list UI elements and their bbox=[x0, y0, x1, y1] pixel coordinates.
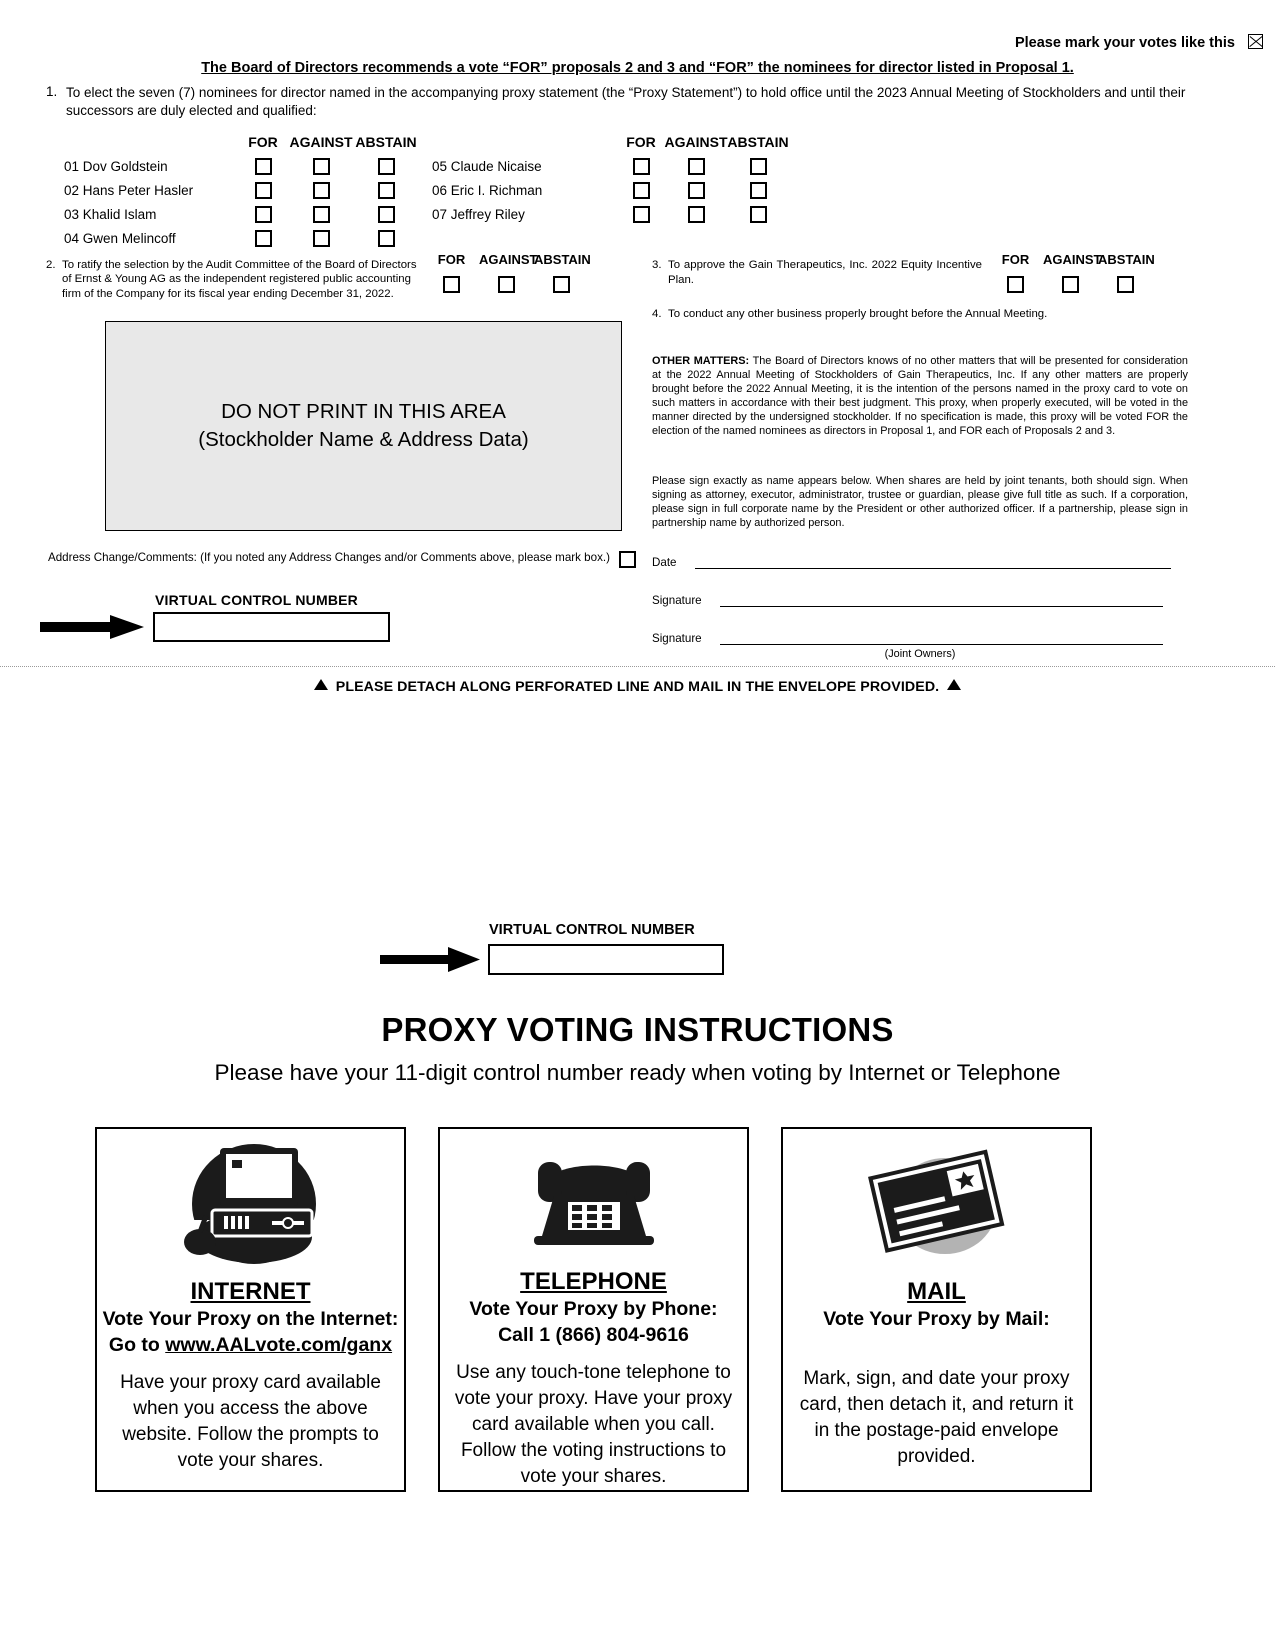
nominee-03-against[interactable] bbox=[287, 202, 355, 226]
col-header-against: AGAINST bbox=[1043, 252, 1102, 267]
proposal-3-for[interactable] bbox=[988, 276, 1043, 293]
checkbox[interactable] bbox=[1117, 276, 1134, 293]
signature-label: Signature bbox=[652, 594, 702, 607]
address-change-checkbox[interactable] bbox=[619, 551, 636, 573]
nominee-02-abstain[interactable] bbox=[355, 178, 417, 202]
virtual-control-number-field[interactable] bbox=[153, 612, 390, 642]
telephone-icon bbox=[524, 1129, 664, 1269]
proposal-1-number: 1. bbox=[46, 84, 58, 99]
nominee-07-abstain[interactable] bbox=[727, 202, 789, 226]
method-body-internet: Have your proxy card available when you access the above website. Follow the prompts to vote your shares. bbox=[120, 1372, 381, 1472]
col-header-against: AGAINST bbox=[479, 252, 538, 267]
nominee-05-abstain[interactable] bbox=[727, 154, 789, 178]
proposal-3-text: To approve the Gain Therapeutics, Inc. 2022 Equity Incentive Plan. bbox=[668, 259, 982, 286]
checkbox[interactable] bbox=[633, 158, 650, 175]
do-not-print-line-2: (Stockholder Name & Address Data) bbox=[198, 428, 529, 451]
checkbox[interactable] bbox=[750, 182, 767, 199]
proposal-1 bbox=[46, 84, 1211, 119]
nominee-06-for[interactable] bbox=[617, 178, 665, 202]
date-input-line[interactable] bbox=[695, 568, 1171, 569]
nominee-label: 05 Claude Nicaise bbox=[432, 158, 542, 174]
date-label: Date bbox=[652, 556, 677, 569]
checkbox[interactable] bbox=[619, 551, 636, 568]
nominee-label: 07 Jeffrey Riley bbox=[432, 206, 525, 222]
voting-method-mail bbox=[781, 1127, 1092, 1492]
checkbox[interactable] bbox=[378, 230, 395, 247]
nominee-01-abstain[interactable] bbox=[355, 154, 417, 178]
checkbox[interactable] bbox=[255, 158, 272, 175]
checkbox[interactable] bbox=[313, 206, 330, 223]
proposal-3-number: 3. bbox=[652, 259, 662, 271]
internet-vote-url[interactable]: www.AALvote.com/ganx bbox=[165, 1334, 393, 1357]
other-matters-text: The Board of Directors knows of no other matters that will be presented for consideration at the 2022 Annual Meeting of Stockholders of Gain Therapeutics, Inc. If any other matters are properly brought before the 2022 Annual Meeting, it is the intention of the persons named in the proxy card to vote on such matters in accordance with their best judgment. This proxy, when properly executed, will be voted in the manner directed by the undersigned stockholder. If no specification is made, this proxy will be voted FOR the election of the named nominees as directors in Proposal 1, and FOR each of Proposals 2 and 3. bbox=[652, 355, 1188, 438]
signature-label: Signature bbox=[652, 632, 702, 645]
col-header-abstain: ABSTAIN bbox=[1098, 252, 1155, 267]
nominee-07-against[interactable] bbox=[665, 202, 727, 226]
voting-method-boxes bbox=[95, 1127, 1120, 1492]
nominee-05-against[interactable] bbox=[665, 154, 727, 178]
col-header-against: AGAINST bbox=[289, 134, 353, 150]
checkbox[interactable] bbox=[1062, 276, 1079, 293]
nominee-group-left bbox=[64, 130, 417, 250]
do-not-print-line-1: DO NOT PRINT IN THIS AREA bbox=[221, 400, 506, 423]
mark-votes-instruction bbox=[1015, 34, 1263, 51]
nominee-label: 01 Dov Goldstein bbox=[64, 158, 168, 174]
checkbox[interactable] bbox=[378, 182, 395, 199]
nominee-02-for[interactable] bbox=[239, 178, 287, 202]
virtual-control-number-label: VIRTUAL CONTROL NUMBER bbox=[155, 592, 358, 608]
nominee-03-for[interactable] bbox=[239, 202, 287, 226]
checkbox[interactable] bbox=[255, 230, 272, 247]
proposal-2 bbox=[46, 258, 421, 301]
nominee-04-for[interactable] bbox=[239, 226, 287, 250]
checkbox[interactable] bbox=[378, 158, 395, 175]
proposal-1-text: To elect the seven (7) nominees for director named in the accompanying proxy statement (the “Proxy Statement”) to hold office until the 2023 Annual Meeting of Stockholders and until their successors are duly elected and qualified: bbox=[66, 85, 1186, 118]
col-header-for: FOR bbox=[248, 134, 278, 150]
nominee-03-abstain[interactable] bbox=[355, 202, 417, 226]
proposal-2-number: 2. bbox=[46, 259, 56, 271]
nominee-04-abstain[interactable] bbox=[355, 226, 417, 250]
arrow-right-icon bbox=[40, 612, 144, 647]
checkbox[interactable] bbox=[313, 230, 330, 247]
mark-votes-label: Please mark your votes like this bbox=[1014, 35, 1235, 51]
arrow-right-icon bbox=[380, 944, 480, 980]
col-header-for: FOR bbox=[437, 252, 466, 267]
col-header-for: FOR bbox=[1001, 252, 1030, 267]
checkbox[interactable] bbox=[750, 206, 767, 223]
voting-method-internet bbox=[95, 1127, 406, 1492]
checkbox[interactable] bbox=[688, 182, 705, 199]
method-body-telephone: Use any touch-tone telephone to vote your proxy. Have your proxy card available when you call. Follow the voting instructions to vote your shares. bbox=[454, 1362, 733, 1487]
checkbox[interactable] bbox=[443, 276, 460, 293]
method-heading-mail: MAIL bbox=[907, 1278, 966, 1305]
proposal-3 bbox=[652, 258, 982, 288]
nominee-04-against[interactable] bbox=[287, 226, 355, 250]
checkbox[interactable] bbox=[255, 182, 272, 199]
proposal-2-for[interactable] bbox=[424, 276, 479, 293]
checkbox[interactable] bbox=[1007, 276, 1024, 293]
proposal-4-number: 4. bbox=[652, 308, 662, 320]
x-checkbox-icon bbox=[1248, 34, 1263, 49]
page-title: PROXY VOTING INSTRUCTIONS bbox=[381, 1011, 894, 1048]
address-change-label: Address Change/Comments: (If you noted any Address Changes and/or Comments above, please mark box.) bbox=[48, 551, 610, 564]
perforated-line bbox=[0, 666, 1275, 667]
page-subtitle: Please have your 11-digit control number ready when voting by Internet or Telephone bbox=[214, 1060, 1061, 1085]
virtual-control-number-field-bottom[interactable] bbox=[488, 944, 724, 975]
checkbox[interactable] bbox=[255, 206, 272, 223]
method-heading-internet: INTERNET bbox=[190, 1278, 311, 1305]
signature-input-line[interactable] bbox=[720, 644, 1163, 645]
proposal-3-votes bbox=[988, 252, 1153, 293]
voting-method-telephone bbox=[438, 1127, 749, 1492]
nominee-label: 06 Eric I. Richman bbox=[432, 182, 543, 198]
proposal-4-text: To conduct any other business properly brought before the Annual Meeting. bbox=[668, 308, 1048, 320]
computer-icon bbox=[176, 1129, 326, 1279]
nominee-06-abstain[interactable] bbox=[727, 178, 789, 202]
method-subtitle-internet: Vote Your Proxy on the Internet: Go to www.AALvote.com/ganx bbox=[102, 1308, 399, 1357]
other-matters-paragraph bbox=[652, 354, 1188, 439]
proposal-3-abstain[interactable] bbox=[1098, 276, 1153, 293]
method-body-mail: Mark, sign, and date your proxy card, then detach it, and return it in the postage-paid envelope provided. bbox=[799, 1368, 1074, 1468]
virtual-control-number-label-bottom: VIRTUAL CONTROL NUMBER bbox=[489, 922, 695, 938]
checkbox[interactable] bbox=[378, 206, 395, 223]
proposal-2-abstain[interactable] bbox=[534, 276, 589, 293]
nominee-05-for[interactable] bbox=[617, 154, 665, 178]
nominee-01-against[interactable] bbox=[287, 154, 355, 178]
proposal-2-votes bbox=[424, 252, 589, 293]
detach-text: PLEASE DETACH ALONG PERFORATED LINE AND MAIL IN THE ENVELOPE PROVIDED. bbox=[335, 679, 940, 695]
do-not-print-area bbox=[105, 321, 622, 531]
proposal-4 bbox=[652, 308, 1192, 320]
detach-instruction bbox=[0, 679, 1275, 695]
other-matters-label: OTHER MATTERS: bbox=[652, 355, 750, 367]
checkbox[interactable] bbox=[498, 276, 515, 293]
checkbox[interactable] bbox=[633, 182, 650, 199]
checkbox[interactable] bbox=[313, 158, 330, 175]
triangle-up-icon bbox=[314, 679, 328, 690]
joint-owners-label: (Joint Owners) bbox=[884, 648, 956, 660]
checkbox[interactable] bbox=[553, 276, 570, 293]
col-header-abstain: ABSTAIN bbox=[355, 134, 417, 150]
checkbox[interactable] bbox=[313, 182, 330, 199]
mail-envelope-icon bbox=[859, 1129, 1014, 1279]
proposal-2-text: To ratify the selection by the Audit Committee of the Board of Directors of Ernst & Young AG as the independent registered public accounting firm of the Company for its fiscal year ending December 31, 2022. bbox=[62, 259, 417, 300]
nominee-02-against[interactable] bbox=[287, 178, 355, 202]
board-recommendation: The Board of Directors recommends a vote “FOR” proposals 2 and 3 and “FOR” the nominees for director listed in Proposal 1. bbox=[201, 60, 1074, 76]
method-subtitle-mail: Vote Your Proxy by Mail: bbox=[823, 1308, 1050, 1331]
col-header-against: AGAINST bbox=[664, 134, 728, 150]
triangle-up-icon bbox=[947, 679, 961, 690]
checkbox[interactable] bbox=[750, 158, 767, 175]
signature-row-2 bbox=[652, 632, 1163, 645]
nominee-label: 04 Gwen Melincoff bbox=[64, 230, 176, 246]
proposal-3-against[interactable] bbox=[1043, 276, 1098, 293]
checkbox[interactable] bbox=[688, 206, 705, 223]
col-header-for: FOR bbox=[626, 134, 656, 150]
signature-row-1 bbox=[652, 594, 1163, 607]
nominee-group-right bbox=[432, 130, 789, 226]
checkbox[interactable] bbox=[688, 158, 705, 175]
telephone-vote-number: Call 1 (866) 804-9616 bbox=[498, 1324, 689, 1346]
signature-input-line[interactable] bbox=[720, 606, 1163, 607]
proposal-2-against[interactable] bbox=[479, 276, 534, 293]
date-row bbox=[652, 556, 1171, 569]
proxy-card-top bbox=[0, 0, 1275, 668]
nominee-label: 03 Khalid Islam bbox=[64, 206, 157, 222]
signing-instructions: Please sign exactly as name appears below. When shares are held by joint tenants, both should sign. When signing as attorney, executor, administrator, trustee or guardian, please give full title as such. If a corporation, please sign in full corporate name by the President or other authorized officer. If a partnership, please sign in partnership name by authorized person. bbox=[652, 475, 1188, 530]
nominee-01-for[interactable] bbox=[239, 154, 287, 178]
col-header-abstain: ABSTAIN bbox=[727, 134, 789, 150]
col-header-abstain: ABSTAIN bbox=[534, 252, 591, 267]
checkbox[interactable] bbox=[633, 206, 650, 223]
method-heading-telephone: TELEPHONE bbox=[520, 1267, 667, 1295]
method-subtitle-telephone: Vote Your Proxy by Phone: Call 1 (866) 804-9616 bbox=[469, 1298, 718, 1346]
nominee-07-for[interactable] bbox=[617, 202, 665, 226]
nominee-label: 02 Hans Peter Hasler bbox=[64, 182, 194, 198]
nominee-06-against[interactable] bbox=[665, 178, 727, 202]
